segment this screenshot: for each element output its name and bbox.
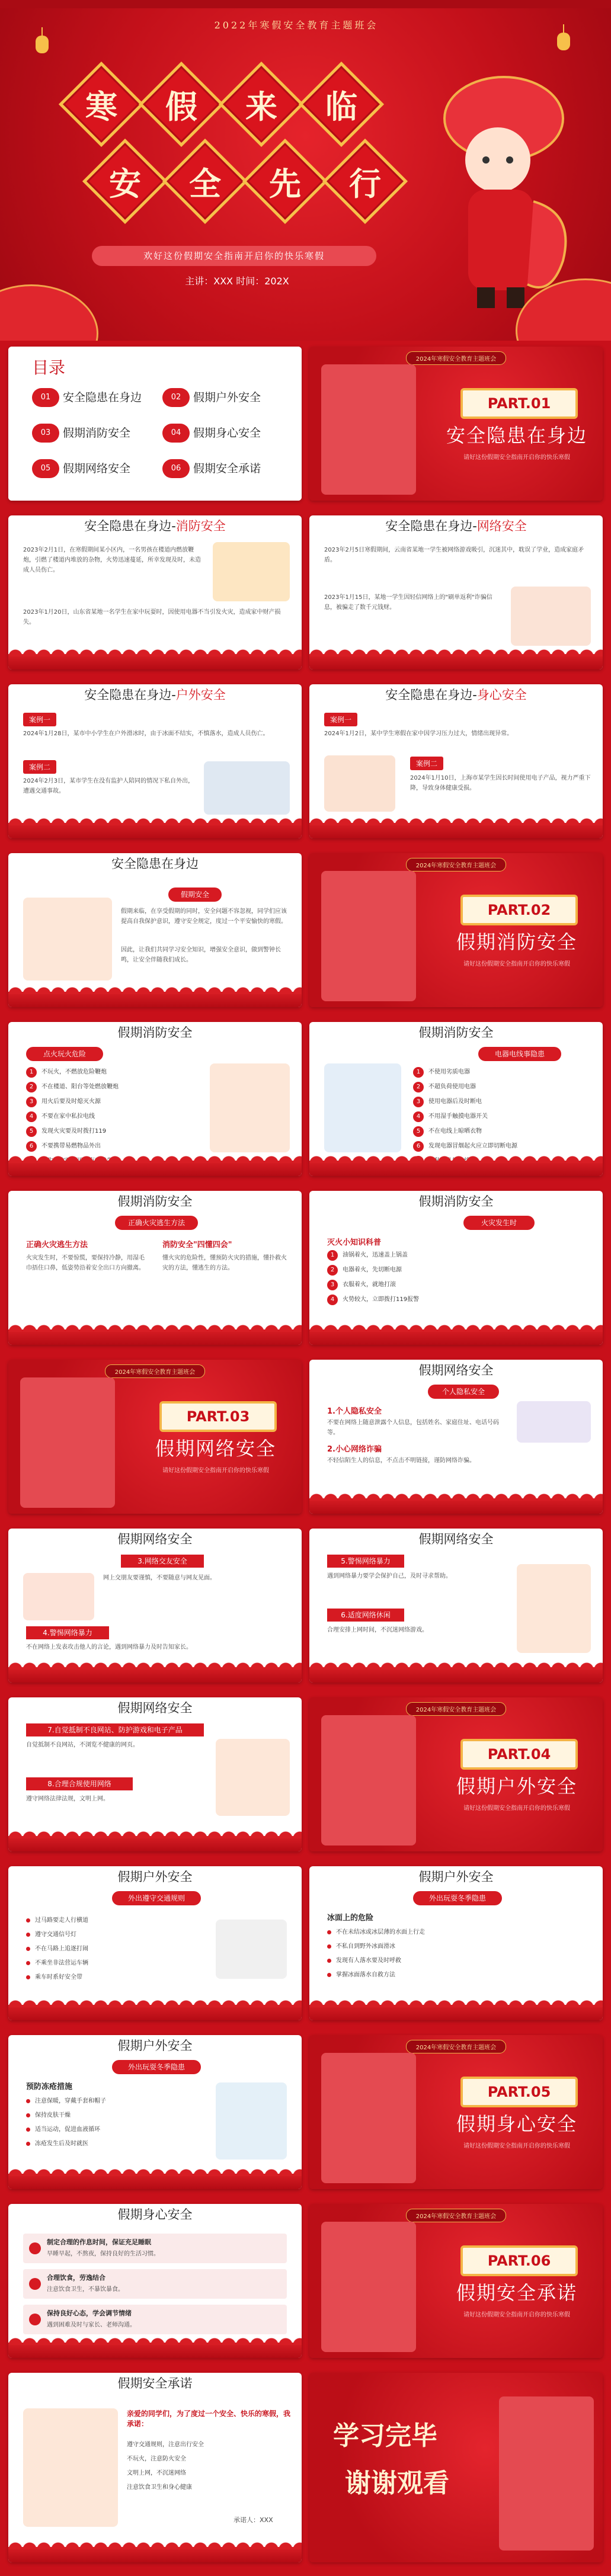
banner-label: 2024年寒假安全教育主题班会 bbox=[105, 1364, 205, 1378]
part-note: 请好这份假期安全指南开启你的快乐寒假 bbox=[463, 2143, 570, 2149]
slide-paragraph: 合理安排上网时间，不沉迷网络游戏。 bbox=[327, 1627, 428, 1633]
slide-title: 假期消防安全 bbox=[418, 1026, 494, 1040]
section-pill: 外出玩耍冬季隐患 bbox=[413, 1891, 502, 1905]
toc-title: 目录 bbox=[32, 358, 66, 377]
section-label: 5.警惕网络暴力 bbox=[327, 1555, 404, 1568]
slide-promise bbox=[8, 2373, 302, 2562]
numbered-list: 1 油锅着火，迅速盖上锅盖 2 电器着火，先切断电源 3 衣服着火，就地打滚 4 火势较大，立即拨打119报警 bbox=[327, 1250, 588, 1309]
bottom-band bbox=[309, 1667, 603, 1683]
case-tag: 案例二 bbox=[23, 760, 56, 774]
slide-paragraph: 懂火灾的危险性，懂预防火灾的措施，懂扑救火灾的方法，懂逃生的方法。 bbox=[162, 1255, 287, 1271]
section-pill: 外出玩耍冬季隐患 bbox=[112, 2060, 201, 2074]
people-illustration bbox=[517, 1564, 591, 1653]
slide-paragraph: 2024年1月10日，上海市某学生因长时间使用电子产品，视力严重下降，导致身体健康受损。 bbox=[410, 775, 591, 792]
numbered-list: 1 不玩火，不燃放危险鞭炮 2 不在楼道、阳台等处燃放鞭炮 3 用火后要及时熄灭火源 4 不要在家中私拉电线 5 发现火灾要及时拨打119 6 不要携带易燃物品外出 bbox=[26, 1067, 204, 1171]
slide-title: 假期户外安全 bbox=[117, 1870, 193, 1884]
slide-paragraph: 2024年1月28日，某市中小学生在户外滑冰时，由于冰面不结实，不慎落水，造成人员伤亡。 bbox=[23, 730, 269, 737]
promise-sign: 承诺人：XXX bbox=[233, 2516, 273, 2524]
phone-fraud-illustration bbox=[511, 587, 591, 646]
subheading: 1.个人隐私安全 bbox=[327, 1407, 382, 1416]
promise-list: 遵守交通规则，注意出行安全 不玩火，注意防火安全 文明上网，不沉迷网络 注意饮食卫生和身心健康 bbox=[127, 2442, 204, 2491]
dragon-girl-illustration bbox=[321, 871, 416, 1001]
bottom-band bbox=[8, 654, 302, 669]
bottom-band bbox=[8, 2174, 302, 2189]
slide-mind-safety bbox=[8, 2204, 302, 2358]
subheading: 预防冻疮措施 bbox=[26, 2082, 73, 2091]
bottom-band bbox=[8, 1161, 302, 1176]
slide-net-safety-1 bbox=[309, 1360, 603, 1514]
presenter-info: 主讲：XXX 时间：202X bbox=[185, 275, 289, 287]
section-pill: 点火玩火危险 bbox=[26, 1047, 103, 1061]
section-label: 7.自觉抵制不良网站、防护游戏和电子产品 bbox=[26, 1723, 204, 1736]
slide-paragraph: 2023年1月20日，山东省某地一名学生在家中玩耍时，因使用电器不当引发火灾，造成家中财产损失。 bbox=[23, 609, 281, 626]
slide-paragraph: 2023年2月1日，在寒假期间某小区内，一名男孩在楼道内燃放鞭炮，引燃了楼道内堆放的杂物，火势迅速蔓延，所幸发现及时，未造成人员伤亡。 bbox=[23, 547, 201, 573]
title-char: 寒 bbox=[85, 87, 117, 126]
slide-fire-safety-4 bbox=[309, 1191, 603, 1345]
title-char: 全 bbox=[189, 164, 221, 203]
part-title: 假期安全承诺 bbox=[456, 2282, 577, 2304]
hero-title bbox=[71, 68, 379, 222]
slide-paragraph: 因此，让我们共同学习安全知识，增强安全意识，做到警钟长鸣，让安全伴随我们成长。 bbox=[121, 947, 281, 963]
slide-mind-hazard bbox=[309, 684, 603, 838]
numbered-list: 1 不使用劣质电器 2 不超负荷使用电器 3 使用电器后及时断电 4 不用湿手触摸电器开关 5 不在电线上晾晒衣物 6 发现电器冒烟起火应立即切断电源 bbox=[413, 1067, 591, 1171]
child-illustration bbox=[324, 755, 395, 812]
bottom-band bbox=[8, 2343, 302, 2358]
slide-title: 假期消防安全 bbox=[117, 1194, 193, 1209]
end-line-1: 学习完毕 bbox=[333, 2421, 437, 2451]
title-char: 临 bbox=[325, 87, 357, 126]
game-illustration bbox=[216, 1739, 290, 1816]
bottom-band bbox=[309, 1498, 603, 1514]
skating-illustration bbox=[216, 2082, 287, 2160]
subheading: 2.小心网络诈骗 bbox=[327, 1445, 382, 1454]
toc-item[interactable]: 01 安全隐患在身边 bbox=[32, 388, 162, 407]
slide-paragraph: 2024年2月3日，某市学生在没有监护人陪同的情况下私自外出，遭遇交通事故。 bbox=[23, 778, 194, 794]
part-title: 安全隐患在身边 bbox=[446, 424, 587, 447]
crosswalk-illustration bbox=[216, 1920, 287, 1979]
bottom-band bbox=[8, 2005, 302, 2020]
info-card: 合理饮食，劳逸结合 注意饮食卫生，不暴饮暴食。 bbox=[23, 2269, 287, 2299]
info-card: 制定合理的作息时间，保证充足睡眠 早睡早起，不熬夜，保持良好的生活习惯。 bbox=[23, 2234, 287, 2263]
info-card: 保持良好心态，学会调节情绪 遇到困难及时与家长、老师沟通。 bbox=[23, 2305, 287, 2334]
section-label: 3.网络交友安全 bbox=[121, 1555, 204, 1568]
section-label: 4.警惕网络暴力 bbox=[26, 1626, 109, 1639]
bottom-band bbox=[309, 654, 603, 669]
section-pill: 外出遵守交通规则 bbox=[112, 1891, 201, 1905]
slide-paragraph: 不轻信陌生人的信息，不点击不明链接，谨防网络诈骗。 bbox=[327, 1457, 475, 1464]
traffic-illustration bbox=[204, 761, 290, 815]
slide-outdoor-safety-2 bbox=[309, 1866, 603, 2020]
part-title: 假期消防安全 bbox=[456, 931, 577, 953]
slide-part-01 bbox=[309, 347, 603, 501]
title-char: 先 bbox=[269, 164, 301, 203]
laptop-illustration bbox=[517, 1401, 591, 1443]
slide-part-05 bbox=[309, 2035, 603, 2189]
slide-paragraph: 网上交朋友要谨慎，不要随意与网友见面。 bbox=[103, 1575, 216, 1581]
slide-paragraph: 遵守网络法律法规，文明上网。 bbox=[26, 1796, 109, 1802]
dragon-girl-illustration bbox=[427, 59, 581, 320]
lantern-icon bbox=[36, 36, 49, 53]
slide-title: 假期网络安全 bbox=[117, 1701, 193, 1715]
title-char: 来 bbox=[245, 87, 277, 126]
dragon-girl-illustration bbox=[321, 2053, 416, 2183]
slide-outdoor-safety-3 bbox=[8, 2035, 302, 2189]
slide-toc bbox=[8, 347, 302, 501]
part-note: 请好这份假期安全指南开启你的快乐寒假 bbox=[463, 454, 570, 461]
slide-title: 假期网络安全 bbox=[117, 1532, 193, 1546]
slide-outdoor-hazard bbox=[8, 684, 302, 838]
section-pill: 电器电线事隐患 bbox=[478, 1047, 561, 1061]
title-char: 安 bbox=[109, 164, 141, 203]
bottom-band bbox=[8, 2547, 302, 2562]
bullet-list: 不在未结冰或冰层薄的水面上行走 不私自到野外冰面滑冰 发现有人落水要及时呼救 掌握冰面落水自救方法 bbox=[327, 1925, 588, 1982]
slide-paragraph: 不要在网络上随意泄露个人信息，包括姓名、家庭住址、电话号码等。 bbox=[327, 1420, 499, 1436]
dragon-girl-illustration bbox=[321, 364, 416, 495]
case-tag: 案例一 bbox=[324, 713, 357, 726]
electric-illustration bbox=[324, 1063, 401, 1152]
dragon-girl-illustration bbox=[321, 1715, 416, 1846]
slide-paragraph: 2023年1月15日，某地一学生因轻信网络上的"刷单返利"诈骗信息，被骗走了数千元钱财。 bbox=[324, 594, 492, 611]
banner-label: 2024年寒假安全教育主题班会 bbox=[406, 858, 506, 872]
hero-banner bbox=[0, 0, 611, 341]
slide-title: 假期网络安全 bbox=[418, 1532, 494, 1546]
bottom-band bbox=[8, 1329, 302, 1345]
slide-paragraph: 遇到网络暴力要学会保护自己，及时寻求帮助。 bbox=[327, 1573, 452, 1579]
slide-title: 假期户外安全 bbox=[117, 2039, 193, 2053]
slide-part-03 bbox=[8, 1360, 302, 1514]
student-illustration bbox=[23, 898, 112, 981]
slide-title: 安全隐患在身边-消防安全 bbox=[84, 519, 226, 533]
slide-title: 安全隐患在身边-户外安全 bbox=[84, 688, 226, 702]
section-label: 6.适度网络休闲 bbox=[327, 1609, 404, 1622]
part-title: 假期网络安全 bbox=[155, 1437, 276, 1460]
slide-title: 假期身心安全 bbox=[117, 2207, 193, 2222]
dragon-girl-illustration bbox=[20, 1377, 115, 1508]
slide-title: 假期网络安全 bbox=[418, 1363, 494, 1377]
fire-alarm-illustration bbox=[213, 542, 290, 601]
slide-end bbox=[309, 2373, 603, 2562]
part-note: 请好这份假期安全指南开启你的快乐寒假 bbox=[463, 1805, 570, 1812]
slide-title: 安全隐患在身边-网络安全 bbox=[385, 519, 527, 533]
chat-illustration bbox=[23, 1573, 94, 1620]
top-border bbox=[0, 0, 611, 8]
slide-paragraph: 2023年2月5日寒假期间，云南省某地一学生被网络游戏吸引，沉迷其中，耽误了学业，造成家庭矛盾。 bbox=[324, 547, 584, 563]
cloud-decoration bbox=[0, 284, 98, 341]
part-note: 请好这份假期安全指南开启你的快乐寒假 bbox=[162, 1468, 269, 1474]
section-label: 8.合理合规使用网络 bbox=[26, 1777, 133, 1790]
slide-net-safety-3 bbox=[309, 1529, 603, 1683]
slide-fire-hazard bbox=[8, 515, 302, 669]
title-char: 行 bbox=[349, 164, 381, 203]
section-pill: 火灾发生时 bbox=[463, 1216, 535, 1230]
slide-paragraph: 假期来临，在享受假期的同时，安全问题不容忽视，同学们应该提高自我保护意识，遵守安全规定，度过一个平安愉快的寒假。 bbox=[121, 908, 287, 925]
subheading: 冰面上的危险 bbox=[327, 1914, 374, 1923]
bottom-band bbox=[8, 823, 302, 838]
part-badge: PART.05 bbox=[460, 2077, 578, 2107]
subheading: 消防安全"四懂四会" bbox=[162, 1241, 232, 1249]
toc-item[interactable]: 03 假期消防安全 bbox=[32, 424, 162, 443]
case-tag: 案例一 bbox=[23, 713, 56, 726]
bullet-list: 注意保暖，穿戴手套和帽子 保持皮肤干燥 适当运动，促进血液循环 冻疮发生后及时就医 bbox=[26, 2094, 204, 2151]
lantern-icon bbox=[557, 33, 570, 50]
slide-title: 假期消防安全 bbox=[117, 1026, 193, 1040]
case-tag: 案例二 bbox=[410, 757, 443, 770]
child-fire-illustration bbox=[210, 1063, 290, 1152]
bullet-list: 过马路要走人行横道 遵守交通信号灯 不在马路上追逐打闹 不乘坐非法营运车辆 乘车时系好安全带 bbox=[26, 1914, 204, 1985]
slide-title: 假期安全承诺 bbox=[117, 2376, 193, 2391]
section-pill: 正确火灾逃生方法 bbox=[115, 1216, 198, 1230]
bottom-band bbox=[309, 823, 603, 838]
hero-strip: 欢好这份假期安全指南开启你的快乐寒假 bbox=[92, 246, 376, 266]
toc-item[interactable]: 06 假期安全承诺 bbox=[162, 459, 293, 478]
toc-item[interactable]: 02 假期户外安全 bbox=[162, 388, 293, 407]
slide-paragraph: 不在网络上发表攻击他人的言论，遇到网络暴力及时告知家长。 bbox=[26, 1644, 192, 1651]
slide-paragraph: 火灾发生时，不要惊慌，要保持冷静，用湿毛巾捂住口鼻，低姿势沿着安全出口方向撤离。 bbox=[26, 1255, 145, 1271]
bottom-band bbox=[309, 2005, 603, 2020]
slide-fire-safety-2 bbox=[309, 1022, 603, 1176]
section-pill: 假期安全 bbox=[168, 887, 222, 902]
bottom-band bbox=[8, 1836, 302, 1851]
slide-part-06 bbox=[309, 2204, 603, 2358]
toc-item[interactable]: 04 假期身心安全 bbox=[162, 424, 293, 443]
slide-paragraph: 2024年1月2日，某中学生寒假在家中因学习压力过大，情绪出现异常。 bbox=[324, 730, 513, 737]
slide-part-02 bbox=[309, 853, 603, 1007]
part-badge: PART.03 bbox=[159, 1401, 277, 1432]
part-badge: PART.01 bbox=[460, 388, 578, 419]
dragon-girl-illustration bbox=[321, 2222, 416, 2352]
part-badge: PART.02 bbox=[460, 895, 578, 925]
part-badge: PART.06 bbox=[460, 2245, 578, 2276]
slide-paragraph: 自觉抵制不良网站，不浏览不健康的网页。 bbox=[26, 1742, 139, 1748]
subheading: 灭火小知识科普 bbox=[327, 1238, 382, 1247]
title-char: 假 bbox=[165, 87, 197, 126]
slide-fire-safety-1 bbox=[8, 1022, 302, 1176]
slide-title: 假期户外安全 bbox=[418, 1870, 494, 1884]
section-pill: 个人隐私安全 bbox=[428, 1385, 499, 1399]
dragon-girl-illustration bbox=[499, 2396, 594, 2551]
hero-subtitle: 2022年寒假安全教育主题班会 bbox=[214, 20, 379, 31]
slide-outdoor-safety-1 bbox=[8, 1866, 302, 2020]
child-flag-illustration bbox=[23, 2408, 118, 2527]
end-line-2: 谢谢观看 bbox=[345, 2468, 449, 2498]
slide-title: 安全隐患在身边 bbox=[111, 857, 199, 871]
banner-label: 2024年寒假安全教育主题班会 bbox=[406, 351, 506, 365]
slide-hidden-danger bbox=[8, 853, 302, 1007]
promise-head: 亲爱的同学们，为了度过一个安全、快乐的寒假，我承诺： bbox=[127, 2410, 291, 2428]
bottom-band bbox=[8, 992, 302, 1007]
slide-title: 假期消防安全 bbox=[418, 1194, 494, 1209]
subheading: 正确火灾逃生方法 bbox=[26, 1241, 88, 1249]
bottom-band bbox=[8, 1667, 302, 1683]
banner-label: 2024年寒假安全教育主题班会 bbox=[406, 1702, 506, 1716]
slide-title: 安全隐患在身边-身心安全 bbox=[385, 688, 527, 702]
slide-part-04 bbox=[309, 1697, 603, 1851]
slide-net-safety-2 bbox=[8, 1529, 302, 1683]
part-note: 请好这份假期安全指南开启你的快乐寒假 bbox=[463, 961, 570, 967]
slide-net-safety-4 bbox=[8, 1697, 302, 1851]
banner-label: 2024年寒假安全教育主题班会 bbox=[406, 2040, 506, 2053]
banner-label: 2024年寒假安全教育主题班会 bbox=[406, 2209, 506, 2222]
slide-net-hazard bbox=[309, 515, 603, 669]
bottom-band bbox=[309, 1329, 603, 1345]
part-title: 假期户外安全 bbox=[456, 1775, 577, 1798]
toc-item[interactable]: 05 假期网络安全 bbox=[32, 459, 162, 478]
part-title: 假期身心安全 bbox=[456, 2113, 577, 2135]
slide-fire-safety-3 bbox=[8, 1191, 302, 1345]
part-badge: PART.04 bbox=[460, 1739, 578, 1770]
bottom-band bbox=[309, 1161, 603, 1176]
part-note: 请好这份假期安全指南开启你的快乐寒假 bbox=[463, 2312, 570, 2318]
